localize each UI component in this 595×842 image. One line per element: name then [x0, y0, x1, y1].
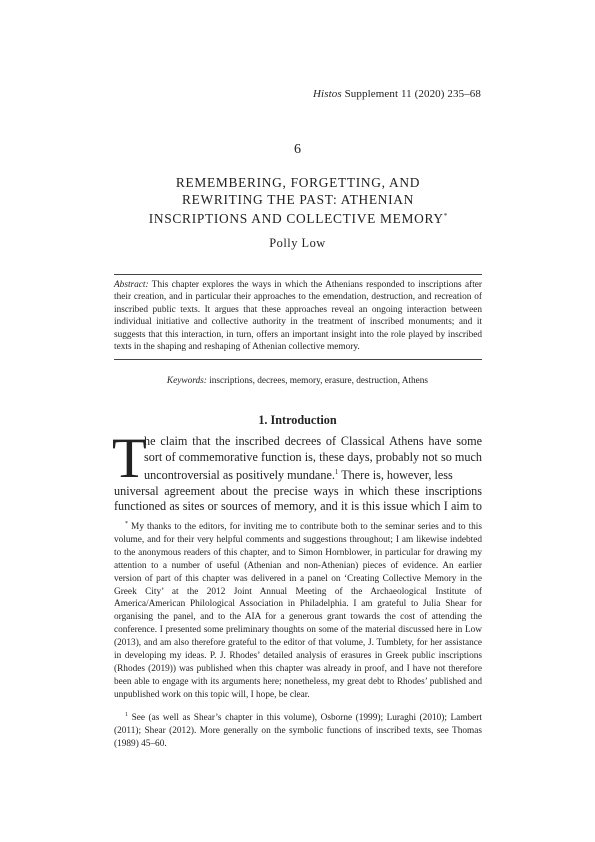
- title-line: [114, 208, 482, 227]
- body-line-text: uncontroversial as positively mundane.: [144, 468, 335, 483]
- body-line: sort of commemorative function is, these days, probably not so much: [144, 449, 482, 464]
- author-name: Polly Low: [269, 236, 326, 250]
- abstract-block: [114, 274, 482, 360]
- drop-cap: T: [112, 427, 147, 490]
- running-head-citation: Supplement 11 (2020) 235–68: [344, 88, 481, 100]
- section-heading: 1. Introduction: [258, 413, 337, 427]
- title-footnote-marker: *: [443, 212, 448, 220]
- title-line: REMEMBERING, FORGETTING, AND: [175, 175, 421, 190]
- running-head: [313, 88, 481, 100]
- title-line: REWRITING THE PAST: ATHENIAN: [181, 192, 415, 207]
- footnote-marker: *: [125, 521, 128, 527]
- title-line-text: INSCRIPTIONS AND COLLECTIVE MEMORY: [148, 211, 444, 226]
- body-line-text: There is, however, less: [338, 468, 453, 483]
- abstract-label: Abstract:: [114, 280, 149, 290]
- footnote-text: See (as well as Shear’s chapter in this volume), Osborne (1999); Luraghi (2010); Lambert (2011); Shear (2012). More generally on the symbolic functions of inscribed texts, see Thomas (1989) 45–60.: [114, 712, 482, 749]
- footnote-marker: 1: [125, 711, 128, 718]
- journal-name: Histos: [313, 88, 342, 100]
- footnote: [114, 709, 482, 751]
- chapter-number: 6: [294, 142, 301, 157]
- body-line: he claim that the inscribed decrees of Classical Athens have some: [144, 434, 482, 448]
- footnote-text: My thanks to the editors, for inviting me to contribute both to the seminar series and to this volume, and for their very helpful comments and suggestions throughout; I am likewise indebted to the anonymous readers of this chapter, and to Simon Hornblower, in particular for drawing my attention to a number of useful (Athenian and non-Athenian) pieces of evidence. An earlier version of part of this chapter was delivered in a panel on ‘Creating Collective Memory in the Greek City’ at the 2012 Joint Annual Meeting of the Archaeological Institute of America/American Philological Association in Philadelphia. I am grateful to Julia Shear for organising the panel, and to the AIA for a generous grant towards the cost of attending the conference. I presented some preliminary thoughts on some of the material discussed here in Low (2013), and am also therefore grateful to the editor of that volume, J. Tumblety, for her assistance in developing my ideas. P. J. Rhodes’ detailed analysis of erasures in Greek public inscriptions (Rhodes (2019)) was published when this chapter was already in proof, and I have not therefore been able to engage with its arguments here; nonetheless, my great debt to Rhodes’ published and unpublished work on this topic will, I hope, be clear.: [114, 522, 483, 700]
- abstract-text: This chapter explores the ways in which the Athenians responded to inscriptions after their creation, and in particular their approaches to the emendation, destruction, and recreation of inscribed public texts. It argues that these approaches reveal an ongoing interaction between individual initiative and collective authority in the treatment of inscribed monuments; and it suggests that this interaction, in turn, offers an important insight into the role played by inscribed texts in the shaping and reshaping of Athenian collective memory.: [114, 280, 483, 353]
- body-line: functioned as sites or sources of memory, and it is this issue which I aim to: [114, 499, 482, 514]
- keywords-text: inscriptions, decrees, memory, erasure, destruction, Athens: [209, 376, 429, 386]
- footnotes: [114, 518, 482, 757]
- keywords-label: Keywords:: [166, 376, 207, 386]
- body-line: [114, 465, 482, 484]
- body-text: [112, 427, 482, 515]
- article-title: [114, 174, 482, 227]
- footnote-ref[interactable]: 1: [334, 468, 339, 477]
- keywords: [0, 376, 595, 386]
- footnote: [114, 518, 482, 702]
- body-line: universal agreement about the precise ways in which these inscriptions: [114, 483, 482, 498]
